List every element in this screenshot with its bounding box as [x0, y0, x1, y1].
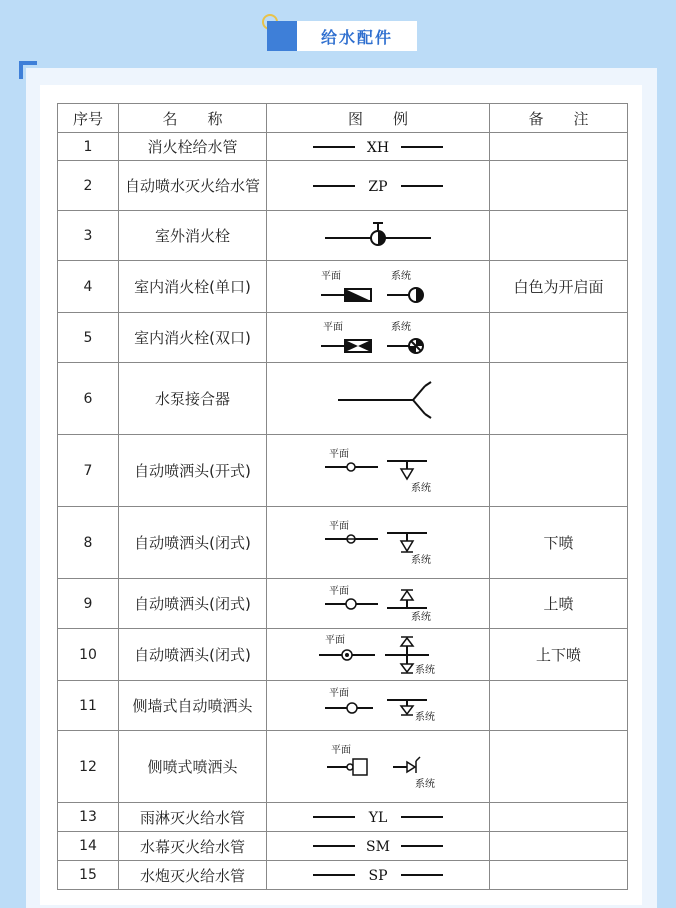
system-label: 系统	[391, 270, 411, 282]
item-name: 室内消火栓(双口)	[119, 313, 267, 363]
item-name: 自动喷洒头(开式)	[119, 435, 267, 507]
open-sprinkler-icon	[303, 447, 453, 495]
closed-updown-sprinkler-icon	[303, 633, 453, 677]
row-number: 7	[58, 435, 119, 507]
header-no: 序号	[58, 104, 119, 133]
closed-down-sprinkler-icon	[303, 519, 453, 567]
indoor-hydrant-double-icon	[303, 318, 453, 358]
pipe-code: YL	[368, 810, 388, 826]
system-label: 系统	[411, 554, 431, 566]
item-note	[490, 133, 628, 161]
row-number: 8	[58, 507, 119, 579]
row-number: 2	[58, 161, 119, 211]
row-number: 1	[58, 133, 119, 161]
table-header-row	[58, 104, 628, 133]
item-name: 自动喷水灭火给水管	[119, 161, 267, 211]
system-label: 系统	[415, 778, 435, 790]
item-note: 上下喷	[490, 629, 628, 681]
item-note: 上喷	[490, 579, 628, 629]
row-number: 12	[58, 731, 119, 803]
table-row	[58, 261, 628, 313]
table-row	[58, 313, 628, 363]
item-note	[490, 211, 628, 261]
header-note: 备 注	[490, 104, 628, 133]
item-note	[490, 363, 628, 435]
system-label: 系统	[411, 482, 431, 494]
sidewall-sprinkler-icon	[303, 686, 453, 726]
row-number: 3	[58, 211, 119, 261]
system-label: 系统	[411, 611, 431, 623]
pipe-code: SP	[368, 868, 388, 884]
symbol-cell	[267, 629, 490, 681]
item-name: 自动喷洒头(闭式)	[119, 629, 267, 681]
item-name: 室外消火栓	[119, 211, 267, 261]
item-name: 水幕灭火给水管	[119, 832, 267, 861]
symbol-legend-table	[57, 103, 628, 890]
symbol-cell	[267, 133, 490, 161]
pipe-line-icon	[303, 176, 453, 196]
table-row	[58, 681, 628, 731]
plan-label: 平面	[325, 634, 345, 646]
row-number: 6	[58, 363, 119, 435]
item-note	[490, 803, 628, 832]
row-number: 11	[58, 681, 119, 731]
header-name: 名 称	[119, 104, 267, 133]
plan-label: 平面	[329, 585, 349, 597]
symbol-cell	[267, 363, 490, 435]
item-note	[490, 731, 628, 803]
item-note	[490, 161, 628, 211]
symbol-cell	[267, 861, 490, 890]
pipe-line-icon	[303, 836, 453, 856]
symbol-cell	[267, 803, 490, 832]
system-label: 系统	[415, 711, 435, 723]
system-label: 系统	[415, 664, 435, 676]
symbol-cell	[267, 832, 490, 861]
row-number: 5	[58, 313, 119, 363]
table-row	[58, 803, 628, 832]
row-number: 9	[58, 579, 119, 629]
item-note	[490, 435, 628, 507]
header-symbol: 图 例	[267, 104, 490, 133]
side-spray-sprinkler-icon	[303, 741, 453, 793]
pipe-line-icon	[303, 807, 453, 827]
symbol-cell	[267, 579, 490, 629]
table-row	[58, 133, 628, 161]
plan-label: 平面	[329, 448, 349, 460]
pipe-code: ZP	[368, 178, 388, 195]
closed-up-sprinkler-icon	[303, 584, 453, 624]
item-note: 下喷	[490, 507, 628, 579]
row-number: 13	[58, 803, 119, 832]
pipe-line-icon	[303, 865, 453, 885]
row-number: 10	[58, 629, 119, 681]
row-number: 4	[58, 261, 119, 313]
plan-label: 平面	[331, 744, 351, 756]
item-note: 白色为开启面	[490, 261, 628, 313]
table-row	[58, 731, 628, 803]
indoor-hydrant-single-icon	[303, 267, 453, 307]
item-name: 室内消火栓(单口)	[119, 261, 267, 313]
table-row	[58, 211, 628, 261]
item-name: 侧墙式自动喷洒头	[119, 681, 267, 731]
symbol-cell	[267, 731, 490, 803]
pipe-line-icon	[303, 137, 453, 157]
plan-label: 平面	[321, 270, 341, 282]
symbol-cell	[267, 313, 490, 363]
item-name: 雨淋灭火给水管	[119, 803, 267, 832]
item-name: 自动喷洒头(闭式)	[119, 507, 267, 579]
pipe-code: SM	[366, 839, 390, 855]
plan-label: 平面	[329, 687, 349, 699]
item-note	[490, 681, 628, 731]
symbol-cell	[267, 261, 490, 313]
symbol-cell	[267, 161, 490, 211]
plan-label: 平面	[323, 321, 343, 333]
item-note	[490, 832, 628, 861]
symbol-cell	[267, 507, 490, 579]
table-row	[58, 579, 628, 629]
item-name: 水炮灭火给水管	[119, 861, 267, 890]
item-note	[490, 313, 628, 363]
title-accent-block	[267, 21, 297, 51]
table-row	[58, 832, 628, 861]
item-name: 水泵接合器	[119, 363, 267, 435]
page-title: 给水配件	[297, 21, 417, 51]
table-row	[58, 629, 628, 681]
table-row	[58, 161, 628, 211]
table-row	[58, 435, 628, 507]
item-name: 自动喷洒头(闭式)	[119, 579, 267, 629]
symbol-cell	[267, 211, 490, 261]
plan-label: 平面	[329, 520, 349, 532]
row-number: 14	[58, 832, 119, 861]
table-row	[58, 507, 628, 579]
symbol-cell	[267, 681, 490, 731]
table-row	[58, 861, 628, 890]
outdoor-hydrant-icon	[303, 218, 453, 254]
table-row	[58, 363, 628, 435]
pump-connector-icon	[303, 374, 453, 424]
item-name: 消火栓给水管	[119, 133, 267, 161]
item-name: 侧喷式喷洒头	[119, 731, 267, 803]
page-header	[262, 14, 422, 54]
row-number: 15	[58, 861, 119, 890]
item-note	[490, 861, 628, 890]
pipe-code: XH	[366, 139, 390, 156]
system-label: 系统	[391, 321, 411, 333]
symbol-cell	[267, 435, 490, 507]
